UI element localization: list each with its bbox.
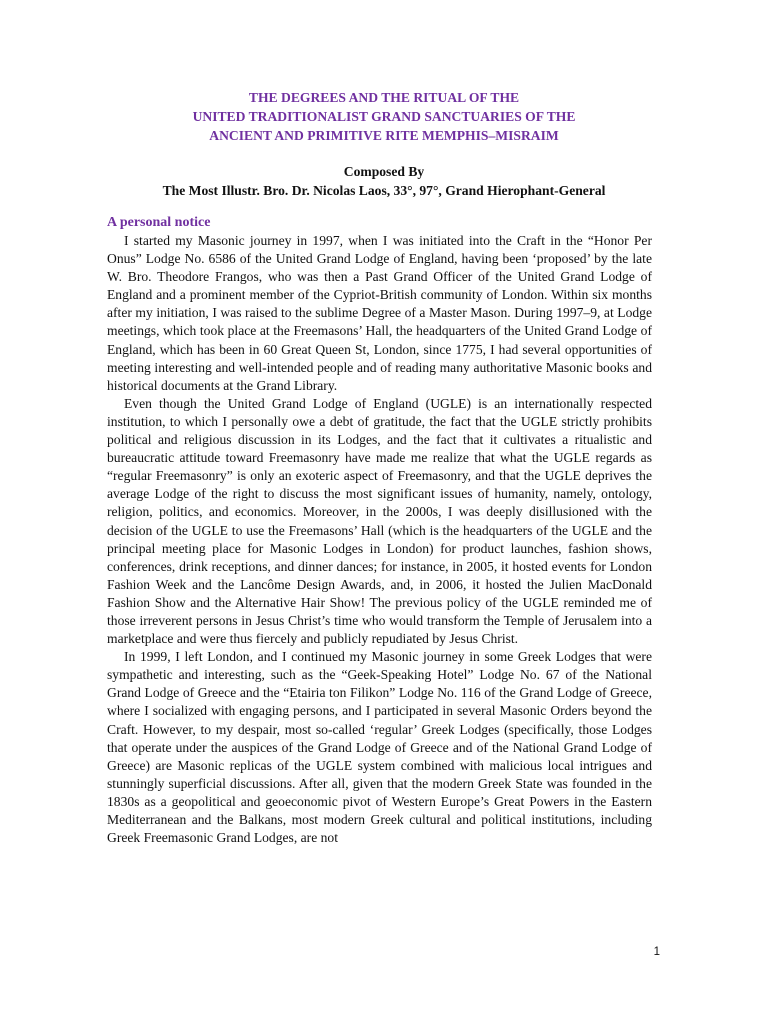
section-heading: A personal notice (107, 215, 211, 230)
body-text (107, 232, 652, 847)
byline (0, 162, 768, 200)
page-number: 1 (653, 946, 660, 958)
paragraph-1: I started my Masonic journey in 1997, when I was initiated into the Craft in the “Honor Per Onus” Lodge No. 6586 of the United Grand Lodge of England, having been ‘proposed’ by the late W. Bro. Theodore Frangos, who was then a Past Grand Officer of the United Grand Lodge of England and a prominent member of the Cypriot-British community of London. Within six months after my initiation, I was raised to the sublime Degree of a Master Mason. During 1997–9, at Lodge meetings, which took place at the Freemasons’ Hall, the headquarters of the United Grand Lodge of England, which has been in 60 Great Queen St, London, since 1775, I had several opportunities of meeting interesting and well-intended people and of reading many authoritative Masonic books and historical documents at the Grand Library. (107, 233, 652, 393)
author-line: The Most Illustr. Bro. Dr. Nicolas Laos, 33°, 97°, Grand Hierophant-General (162, 183, 606, 198)
title-line-2: UNITED TRADITIONALIST GRAND SANCTUARIES OF THE (192, 109, 576, 124)
composed-by-label: Composed By (343, 164, 425, 179)
paragraph-3: In 1999, I left London, and I continued my Masonic journey in some Greek Lodges that were sympathetic and interesting, such as the “Geek-Speaking Hotel” Lodge No. 67 of the National Grand Lodge of Greece and the “Etairia ton Filikon” Lodge No. 116 of the Grand Lodge of Greece, where I socialized with engaging persons, and I participated in several Masonic Orders beyond the Craft. However, to my despair, most so-called ‘regular’ Greek Lodges (specifically, those Lodges that operate under the auspices of the Grand Lodge of Greece and of the National Grand Lodge of Greece) are Masonic replicas of the UGLE system combined with malicious local intrigues and stunningly superficial discussions. After all, given that the modern Greek State was founded in the 1830s as a geopolitical and geoeconomic pivot of Western Europe’s Great Powers in the Eastern Mediterranean and the Balkans, most modern Greek cultural and political institutions, including Greek Freemasonic Grand Lodges, are not (107, 649, 652, 846)
title-line-1: THE DEGREES AND THE RITUAL OF THE (248, 90, 520, 105)
title-line-3: ANCIENT AND PRIMITIVE RITE MEMPHIS–MISRAIM (209, 128, 559, 143)
paragraph-2: Even though the United Grand Lodge of England (UGLE) is an internationally respected institution, to which I personally owe a debt of gratitude, the fact that the UGLE strictly prohibits political and religious discussion in its Lodges, and the fact that it cultivates a ritualistic and bureaucratic attitude toward Freemasonry have made me realize that what the UGLE regards as “regular Freemasonry” is only an exoteric aspect of Freemasonry, and that the UGLE deprives the average Lodge of the right to discuss the most significant issues of humanity, namely, ontology, religion, politics, and economics. Moreover, in the 2000s, I was deeply disillusioned with the decision of the UGLE to use the Freemasons’ Hall (which is the headquarters of the UGLE and the principal meeting place for Masonic Lodges in London) for product launches, fashion shows, conferences, drink receptions, and dinner dances; for instance, in 2005, it hosted events for London Fashion Week and the Lancôme Design Awards, and, in 2006, it hosted the Julien MacDonald Fashion Show and the Alternative Hair Show! The previous policy of the UGLE reminded me of those irreverent persons in Jesus Christ’s time who would transform the Temple of Jerusalem into a marketplace and were thus fiercely and publicly repudiated by Jesus Christ. (107, 395, 652, 647)
document-title (0, 88, 768, 145)
